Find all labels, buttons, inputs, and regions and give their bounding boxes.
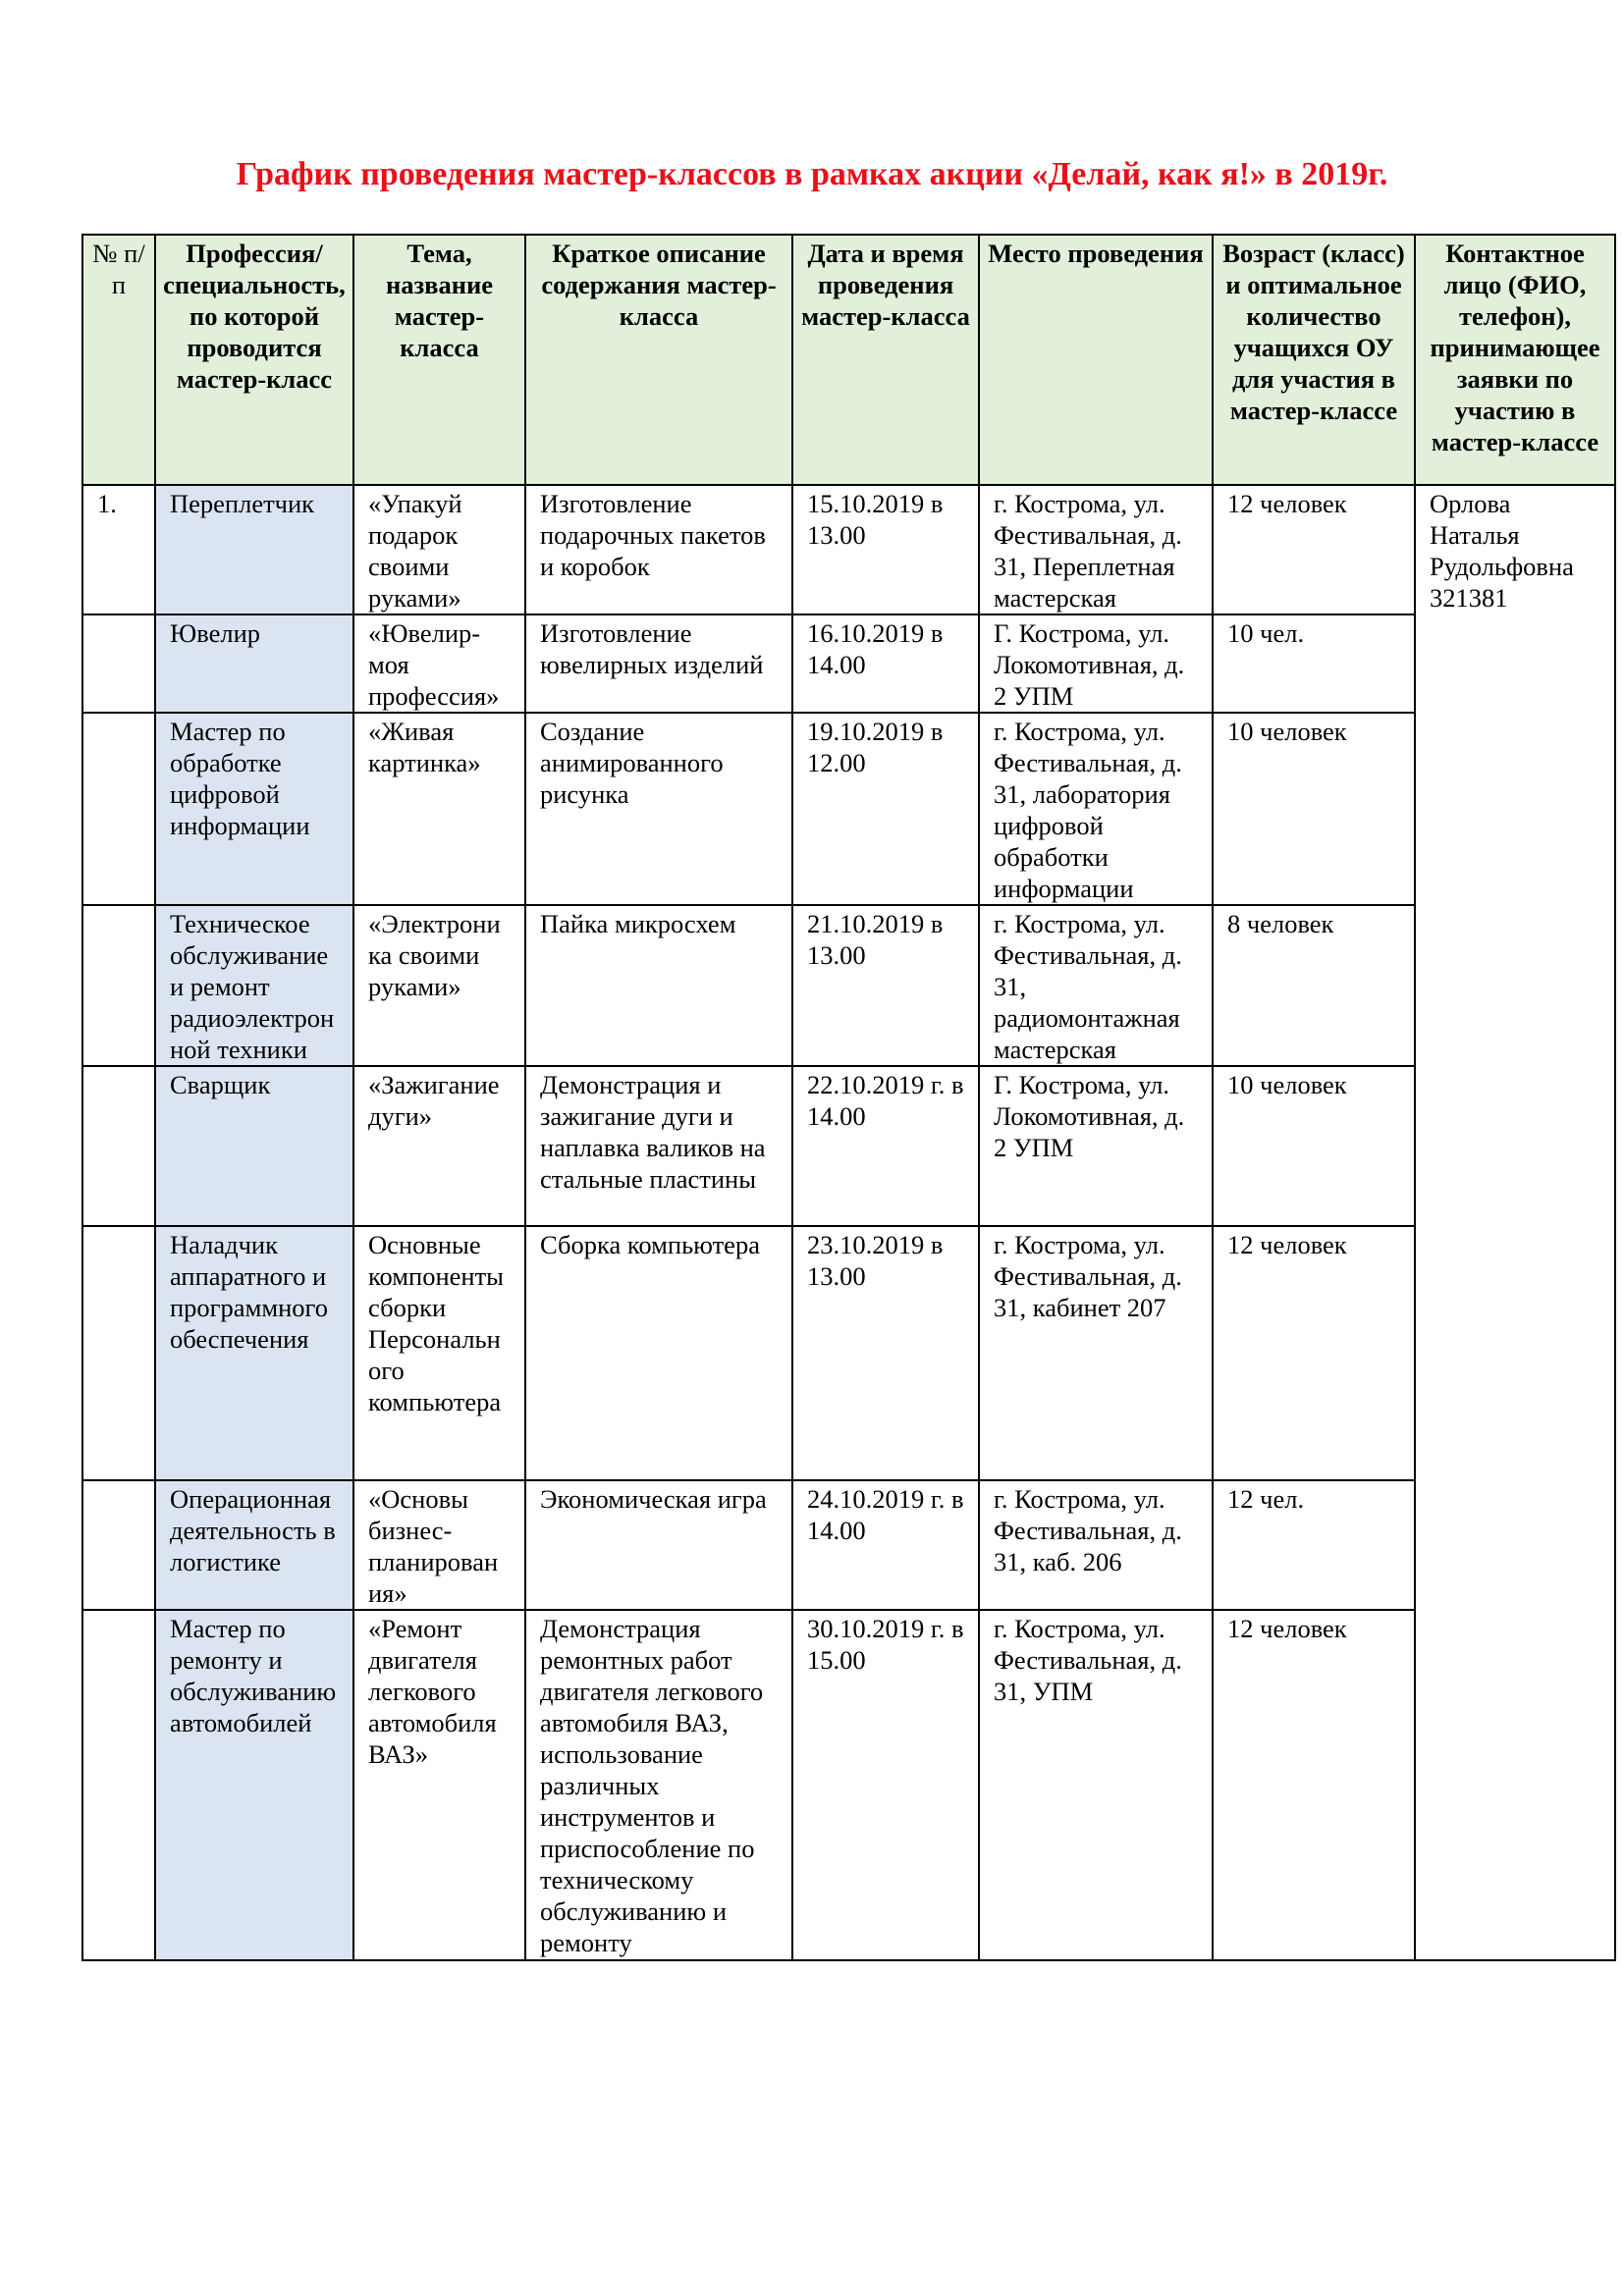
table-row (82, 713, 1615, 905)
header-datetime: Дата и время проведения мастер-класса (792, 235, 979, 485)
cell-place: г. Кострома, ул. Фестивальная, д. 31, кабинет 207 (979, 1226, 1213, 1480)
cell-place: г. Кострома, ул. Фестивальная, д. 31, каб. 206 (979, 1480, 1213, 1610)
schedule-table (81, 234, 1616, 1961)
cell-description: Пайка микросхем (525, 905, 792, 1066)
cell-datetime: 15.10.2019 в 13.00 (792, 485, 979, 614)
cell-place: Г. Кострома, ул. Локомотивная, д. 2 УПМ (979, 614, 1213, 713)
cell-profession: Мастер по обработке цифровой информации (155, 713, 353, 905)
cell-topic: «Живая картинка» (353, 713, 525, 905)
header-contact: Контактное лицо (ФИО, телефон), принимающее заявки по участию в мастер-классе (1415, 235, 1615, 485)
cell-num (82, 713, 155, 905)
cell-datetime: 16.10.2019 в 14.00 (792, 614, 979, 713)
cell-datetime: 23.10.2019 в 13.00 (792, 1226, 979, 1480)
cell-datetime: 22.10.2019 г. в 14.00 (792, 1066, 979, 1226)
cell-topic: «Ювелир-моя профессия» (353, 614, 525, 713)
cell-age: 10 человек (1213, 1066, 1415, 1226)
cell-age: 8 человек (1213, 905, 1415, 1066)
cell-description: Демонстрация и зажигание дуги и наплавка валиков на стальные пластины (525, 1066, 792, 1226)
cell-age: 12 человек (1213, 1610, 1415, 1960)
table-row (82, 485, 1615, 614)
cell-age: 10 чел. (1213, 614, 1415, 713)
cell-place: Г. Кострома, ул. Локомотивная, д. 2 УПМ (979, 1066, 1213, 1226)
table-row (82, 1226, 1615, 1480)
cell-description: Изготовление подарочных пакетов и коробок (525, 485, 792, 614)
cell-profession: Переплетчик (155, 485, 353, 614)
cell-num (82, 1066, 155, 1226)
cell-description: Сборка компьютера (525, 1226, 792, 1480)
table-row (82, 1610, 1615, 1960)
cell-num (82, 614, 155, 713)
header-topic: Тема, название мастер-класса (353, 235, 525, 485)
cell-place: г. Кострома, ул. Фестивальная, д. 31, лаборатория цифровой обработки информации (979, 713, 1213, 905)
table-header-row (82, 235, 1615, 485)
cell-topic: «Электроника своими руками» (353, 905, 525, 1066)
cell-num (82, 1226, 155, 1480)
cell-age: 10 человек (1213, 713, 1415, 905)
cell-num: 1. (82, 485, 155, 614)
header-description: Краткое описание содержания мастер-класса (525, 235, 792, 485)
cell-age: 12 чел. (1213, 1480, 1415, 1610)
table-row (82, 1480, 1615, 1610)
cell-place: г. Кострома, ул. Фестивальная, д. 31, радиомонтажная мастерская (979, 905, 1213, 1066)
cell-profession: Наладчик аппаратного и программного обеспечения (155, 1226, 353, 1480)
cell-description: Создание анимированного рисунка (525, 713, 792, 905)
cell-datetime: 21.10.2019 в 13.00 (792, 905, 979, 1066)
page-title: График проведения мастер-классов в рамках акции «Делай, как я!» в 2019г. (236, 156, 1388, 192)
table-row (82, 614, 1615, 713)
table-row (82, 905, 1615, 1066)
cell-topic: «Упакуй подарок своими руками» (353, 485, 525, 614)
table-row (82, 1066, 1615, 1226)
cell-contact: Орлова Наталья Рудольфовна 321381 (1415, 485, 1615, 1960)
cell-profession: Операционная деятельность в логистике (155, 1480, 353, 1610)
cell-age: 12 человек (1213, 1226, 1415, 1480)
cell-place: г. Кострома, ул. Фестивальная, д. 31, Переплетная мастерская (979, 485, 1213, 614)
cell-topic: «Основы бизнес-планирования» (353, 1480, 525, 1610)
cell-place: г. Кострома, ул. Фестивальная, д. 31, УПМ (979, 1610, 1213, 1960)
cell-description: Изготовление ювелирных изделий (525, 614, 792, 713)
cell-age: 12 человек (1213, 485, 1415, 614)
cell-num (82, 905, 155, 1066)
cell-profession: Сварщик (155, 1066, 353, 1226)
cell-description: Экономическая игра (525, 1480, 792, 1610)
cell-profession: Техническое обслуживание и ремонт радиоэлектронной техники (155, 905, 353, 1066)
cell-topic: Основные компоненты сборки Персонального компьютера (353, 1226, 525, 1480)
cell-topic: «Ремонт двигателя легкового автомобиля ВАЗ» (353, 1610, 525, 1960)
cell-topic: «Зажигание дуги» (353, 1066, 525, 1226)
cell-profession: Ювелир (155, 614, 353, 713)
cell-num (82, 1480, 155, 1610)
cell-datetime: 24.10.2019 г. в 14.00 (792, 1480, 979, 1610)
header-num: № п/п (82, 235, 155, 485)
cell-profession: Мастер по ремонту и обслуживанию автомобилей (155, 1610, 353, 1960)
cell-num (82, 1610, 155, 1960)
header-age: Возраст (класс) и оптимальное количество учащихся ОУ для участия в мастер-классе (1213, 235, 1415, 485)
header-profession: Профессия/специальность, по которой проводится мастер-класс (155, 235, 353, 485)
header-place: Место проведения (979, 235, 1213, 485)
cell-description: Демонстрация ремонтных работ двигателя легкового автомобиля ВАЗ, использование различных инструментов и приспособление по техническому обслуживанию и ремонту (525, 1610, 792, 1960)
cell-datetime: 30.10.2019 г. в 15.00 (792, 1610, 979, 1960)
cell-datetime: 19.10.2019 в 12.00 (792, 713, 979, 905)
